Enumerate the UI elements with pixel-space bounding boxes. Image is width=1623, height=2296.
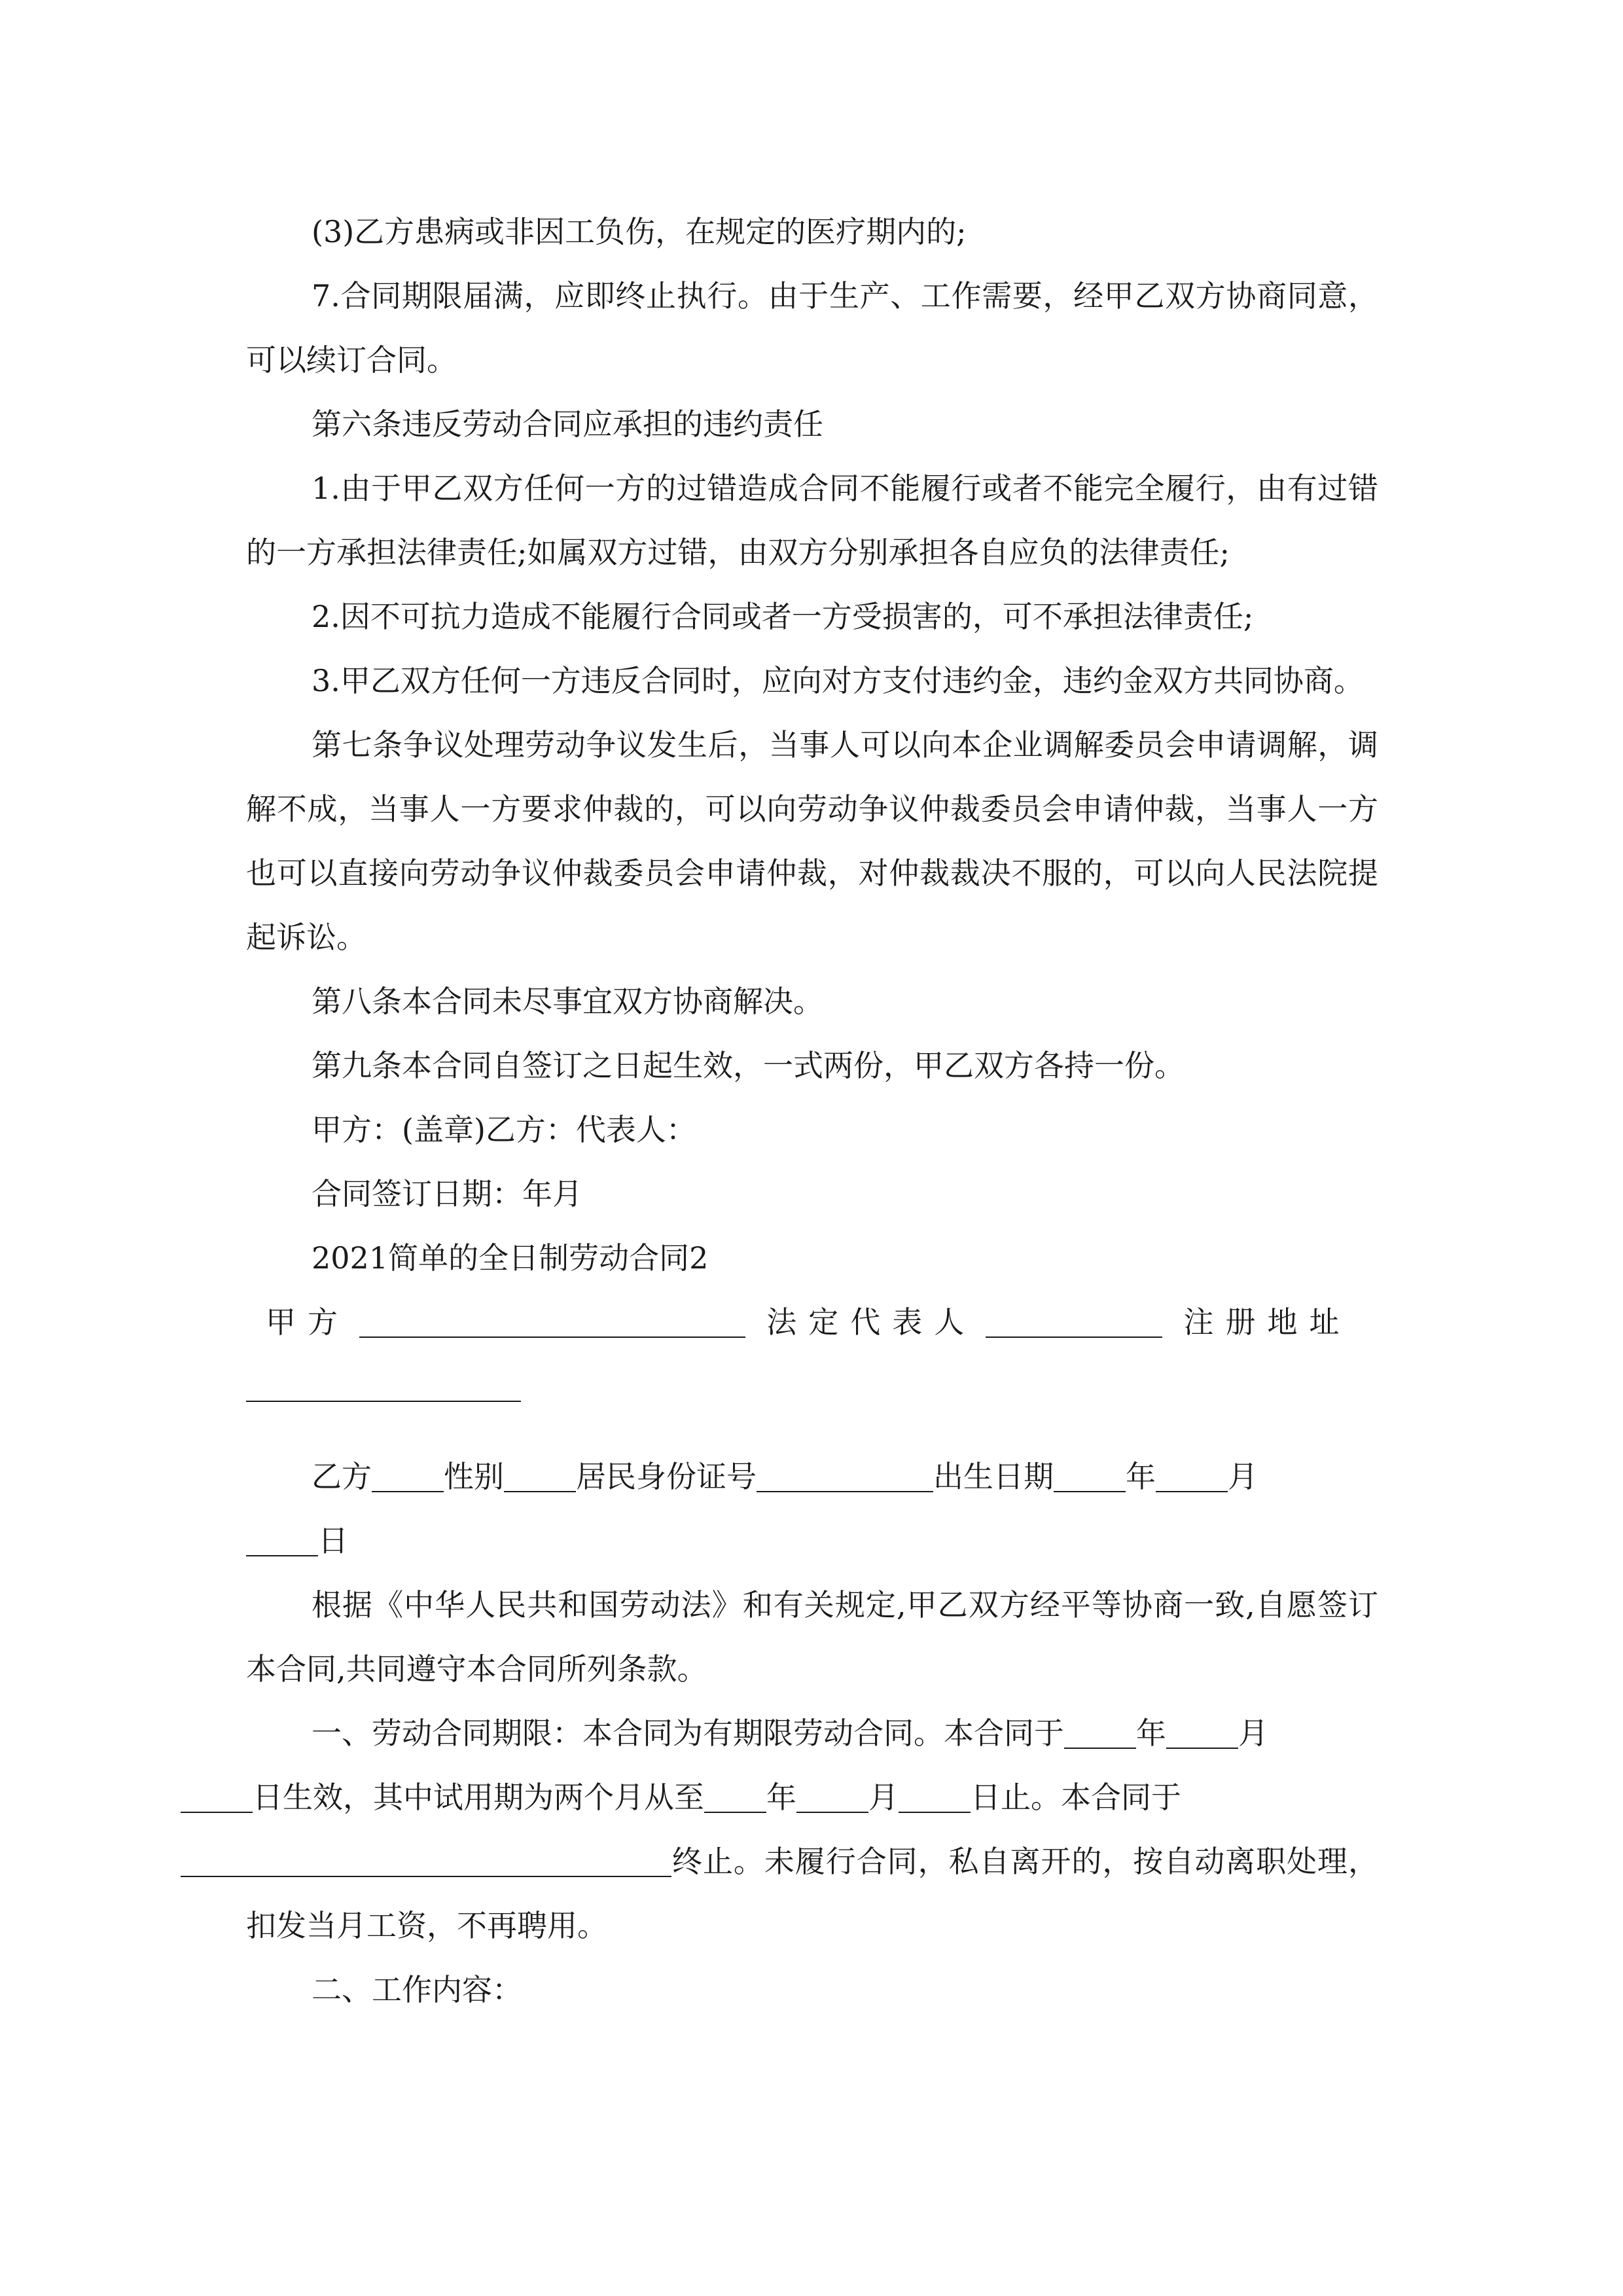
paragraph: 2.因不可抗力造成不能履行合同或者一方受损害的，可不承担法律责任; [312, 599, 1254, 634]
term-effective: 日生效，其中试用期为两个月从至 [253, 1780, 704, 1815]
month-label: 月 [1228, 1459, 1258, 1494]
end-date-blank [181, 1846, 671, 1877]
party-b-line [246, 1444, 1378, 1509]
term-paragraph [246, 1701, 1378, 1958]
address-blank-line [246, 1354, 1378, 1418]
term-year: 年 [1136, 1715, 1166, 1751]
work-content-heading: 二、工作内容： [312, 1972, 522, 2007]
paragraph: 1.由于甲乙双方任何一方的过错造成合同不能履行或者不能完全履行，由有过错的一方承担法律责任;如属双方过错，由双方分别承担各自应负的法律责任; [246, 471, 1378, 570]
intro-paragraph: 根据《中华人民共和国劳动法》和有关规定,甲乙双方经平等协商一致,自愿签订本合同,共同遵守本合同所列条款。 [246, 1587, 1378, 1687]
term-end-then: 日止。本合同于 [971, 1780, 1181, 1815]
legal-rep-label: 法定代表人 [766, 1304, 976, 1340]
paragraph: 3.甲乙双方任何一方违反合同时，应向对方支付违约金，违约金双方共同协商。 [312, 663, 1364, 698]
gender-label: 性别 [444, 1459, 504, 1494]
contract-title: 2021简单的全日制劳动合同2 [312, 1240, 709, 1276]
day-label: 日 [318, 1523, 348, 1558]
legal-rep-blank [986, 1306, 1162, 1338]
probation-month-blank [796, 1782, 868, 1813]
birth-label: 出生日期 [933, 1459, 1054, 1494]
start-year-blank [1064, 1717, 1136, 1749]
address-label: 注册地址 [1183, 1304, 1351, 1340]
party-a-label: 甲方 [266, 1304, 349, 1340]
id-label: 居民身份证号 [576, 1459, 757, 1494]
term-tail: 终止。未履行合同，私自离开的，按自动离职处理，扣发当月工资，不再聘用。 [246, 1844, 1378, 1943]
party-b-label: 乙方 [312, 1459, 372, 1494]
year-label: 年 [1126, 1459, 1156, 1494]
paragraph: (3)乙方患病或非因工负伤，在规定的医疗期内的; [312, 214, 967, 249]
probation-year-blank [704, 1782, 766, 1813]
term-month2: 月 [868, 1780, 899, 1815]
birth-year-blank [1054, 1461, 1126, 1492]
paragraph: 第八条本合同未尽事宜双方协商解决。 [312, 984, 823, 1019]
sign-date-line: 合同签订日期：年月 [312, 1176, 582, 1211]
paragraph: 7.合同期限届满，应即终止执行。由于生产、工作需要，经甲乙双方协商同意，可以续订合同。 [246, 278, 1378, 378]
paragraph: 第九条本合同自签订之日起生效，一式两份，甲乙双方各持一份。 [312, 1048, 1185, 1083]
paragraph: 第七条争议处理劳动争议发生后，当事人可以向本企业调解委员会申请调解，调解不成，当事人一方要求仲裁的，可以向劳动争议仲裁委员会申请仲裁，当事人一方也可以直接向劳动争议仲裁委员会申请仲裁，对仲裁裁决不服的，可以向人民法院提起诉讼。 [246, 727, 1378, 955]
birth-day-blank [246, 1525, 318, 1556]
start-month-blank [1166, 1717, 1238, 1749]
address-blank [246, 1371, 521, 1402]
party-b-blank [372, 1461, 444, 1492]
birth-month-blank [1156, 1461, 1228, 1492]
party-a-line [246, 1290, 1378, 1354]
start-day-blank [181, 1782, 253, 1813]
document-body [246, 200, 1378, 2022]
spacer [246, 1418, 1378, 1444]
signature-line: 甲方：(盖章)乙方：代表人： [312, 1112, 696, 1147]
party-a-blank [359, 1306, 745, 1338]
term-lead: 一、劳动合同期限：本合同为有期限劳动合同。本合同于 [312, 1715, 1064, 1751]
party-b-day-line [246, 1509, 1378, 1573]
section-heading: 第六条违反劳动合同应承担的违约责任 [312, 406, 823, 442]
id-blank [757, 1461, 933, 1492]
probation-day-blank [899, 1782, 971, 1813]
term-month: 月 [1238, 1715, 1268, 1751]
gender-blank [504, 1461, 576, 1492]
term-year2: 年 [766, 1780, 796, 1815]
